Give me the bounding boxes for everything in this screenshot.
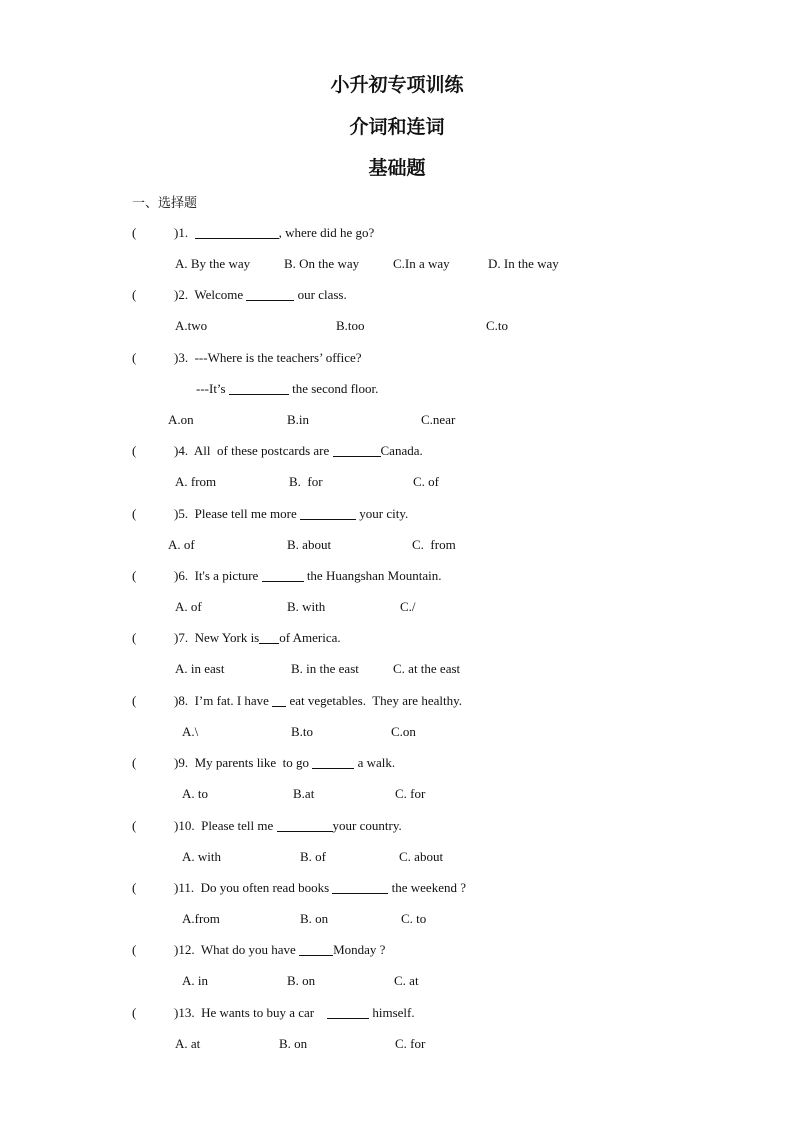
question-number: )6. [174,568,189,583]
question-text: I’m fat. I have [194,693,273,708]
difficulty-label: 基础题 [368,157,426,179]
option[interactable]: A. at [175,1036,201,1051]
option[interactable]: B. in the east [291,661,359,676]
question-6 [132,568,441,584]
document-title: 小升初专项训练 [330,74,464,96]
option[interactable]: C. about [399,849,444,864]
option[interactable]: B. on [287,973,316,988]
question-number: )2. [174,287,189,302]
option[interactable]: A. from [175,474,217,489]
question-number: )4. [174,443,189,458]
answer-paren[interactable]: ( [132,443,137,458]
question-text: Please tell me [201,818,277,833]
document-subtitle: 介词和连词 [349,116,445,138]
question-text: our class. [294,287,347,302]
option[interactable]: C. at the east [393,661,461,676]
question-2 [132,287,347,303]
answer-paren[interactable]: ( [132,287,137,302]
question-11 [132,880,466,896]
question-9 [132,755,395,771]
option[interactable]: C.on [391,724,416,739]
question-number: )8. [174,693,189,708]
answer-paren[interactable]: ( [132,942,137,957]
option[interactable]: C.to [486,318,509,333]
answer-blank[interactable] [333,444,381,457]
answer-blank[interactable] [300,507,356,520]
question-4 [132,443,423,459]
option[interactable]: B.too [336,318,365,333]
option[interactable]: C. from [412,537,456,552]
question-text: Do you often read books [200,880,333,895]
question-text: ---Where is the teachers’ office? [194,350,362,365]
option[interactable]: A.\ [182,724,199,739]
question-text: All of these postcards are [193,443,333,458]
question-number: )12. [174,942,195,957]
option[interactable]: A.two [175,318,208,333]
question-1 [132,225,374,241]
answer-blank[interactable] [195,226,279,239]
option[interactable]: A. to [182,786,208,801]
answer-paren[interactable]: ( [132,1005,137,1020]
answer-paren[interactable]: ( [132,630,137,645]
option[interactable]: B.in [287,412,310,427]
question-5 [132,506,408,522]
option[interactable]: A.on [168,412,194,427]
question-text: eat vegetables. They are healthy. [286,693,462,708]
question-text: of America. [279,630,341,645]
answer-paren[interactable]: ( [132,880,137,895]
option[interactable]: C./ [400,599,416,614]
option[interactable]: B. with [287,599,326,614]
answer-blank[interactable] [277,819,333,832]
option[interactable]: A. in east [175,661,225,676]
option[interactable]: A. of [175,599,202,614]
answer-blank[interactable] [272,694,286,707]
section-heading: 一、选择题 [132,196,198,211]
option[interactable]: A. in [182,973,208,988]
question-text: He wants to buy a car [201,1005,328,1020]
option[interactable]: B.at [293,786,315,801]
question-text: Monday ? [333,942,386,957]
option[interactable]: B.to [291,724,314,739]
answer-blank[interactable] [259,631,279,644]
question-number: )11. [174,880,195,895]
question-text: Canada. [380,443,423,458]
option[interactable]: B. for [289,474,323,489]
option[interactable]: C. at [394,973,419,988]
option[interactable]: B. about [287,537,332,552]
question-text: the Huangshan Mountain. [303,568,442,583]
question-text: the second floor. [288,381,379,396]
option[interactable]: A. By the way [175,256,251,271]
question-text: your country. [332,818,402,833]
answer-blank[interactable] [327,1006,369,1019]
question-3 [132,350,362,366]
option[interactable]: C.near [421,412,456,427]
question-10 [132,818,402,834]
option[interactable]: C. of [413,474,439,489]
question-number: )13. [174,1005,195,1020]
option[interactable]: A. of [168,537,195,552]
option[interactable]: D. In the way [488,256,559,271]
option[interactable]: C. to [401,911,427,926]
answer-paren[interactable]: ( [132,225,137,240]
question-text: Welcome [194,287,247,302]
question-number: )10. [174,818,195,833]
answer-paren[interactable]: ( [132,755,137,770]
question-text: New York is [194,630,260,645]
question-text: What do you have [200,942,300,957]
question-text: It's a picture [194,568,262,583]
question-text: ---It’s [196,381,229,396]
option[interactable]: A. with [182,849,221,864]
answer-blank[interactable] [229,382,289,395]
answer-paren[interactable]: ( [132,350,137,365]
question-number: )5. [174,506,189,521]
answer-paren[interactable]: ( [132,693,137,708]
answer-paren[interactable]: ( [132,568,137,583]
question-8 [132,693,462,709]
question-12 [132,942,385,958]
question-text: My parents like to go [194,755,313,770]
answer-blank[interactable] [246,288,294,301]
option[interactable]: C. for [395,1036,426,1051]
answer-blank[interactable] [312,756,354,769]
option[interactable]: C.In a way [393,256,450,271]
question-text: , where did he go? [278,225,375,240]
question-text: the weekend ? [388,880,466,895]
answer-blank[interactable] [299,943,333,956]
question-number: )9. [174,755,189,770]
question-text: your city. [356,506,409,521]
answer-paren[interactable]: ( [132,818,137,833]
answer-blank[interactable] [332,881,388,894]
question-13 [132,1005,415,1021]
question-text: a walk. [354,755,396,770]
option[interactable]: B. of [300,849,326,864]
option[interactable]: B. On the way [284,256,360,271]
question-number: )3. [174,350,189,365]
answer-blank[interactable] [262,569,304,582]
question-text: himself. [369,1005,415,1020]
answer-paren[interactable]: ( [132,506,137,521]
option[interactable]: C. for [395,786,426,801]
option[interactable]: B. on [300,911,329,926]
option[interactable]: A.from [182,911,220,926]
question-number: )1. [174,225,189,240]
question-7 [132,630,341,646]
option[interactable]: B. on [279,1036,308,1051]
question-3-line2 [196,381,378,397]
question-text: Please tell me more [194,506,301,521]
question-number: )7. [174,630,189,645]
